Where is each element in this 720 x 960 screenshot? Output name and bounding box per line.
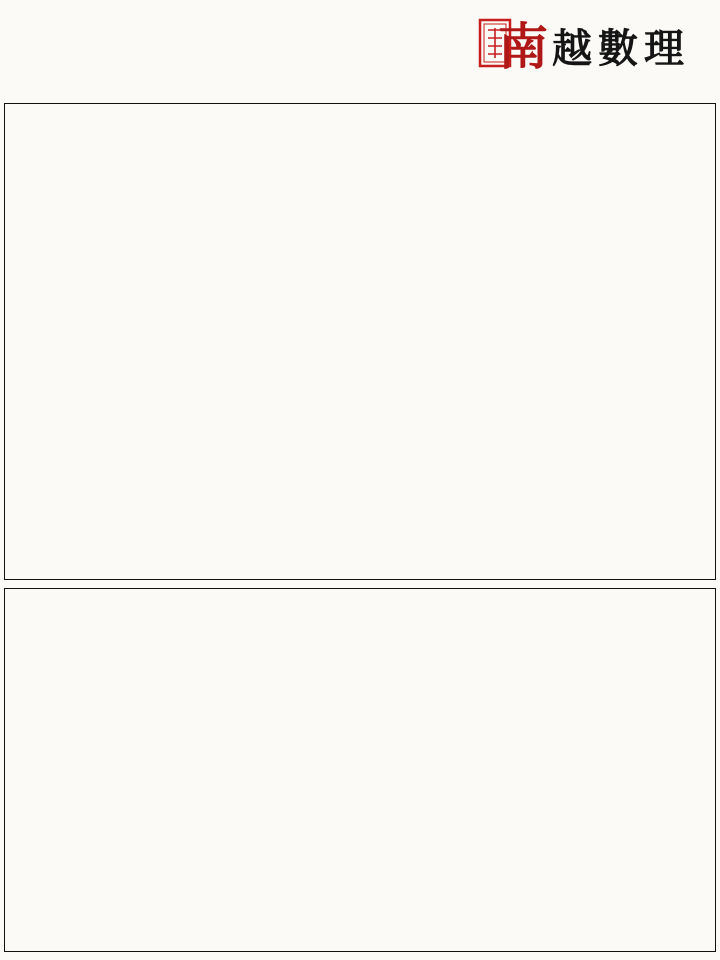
chart-table — [4, 103, 716, 580]
qr-code-icon — [378, 20, 448, 90]
logo-chars-rest: 越 數 理 — [552, 25, 684, 72]
logo-char-1: 南 — [498, 17, 548, 76]
annual-fortune-grid — [4, 588, 716, 952]
brand-logo — [478, 10, 713, 78]
